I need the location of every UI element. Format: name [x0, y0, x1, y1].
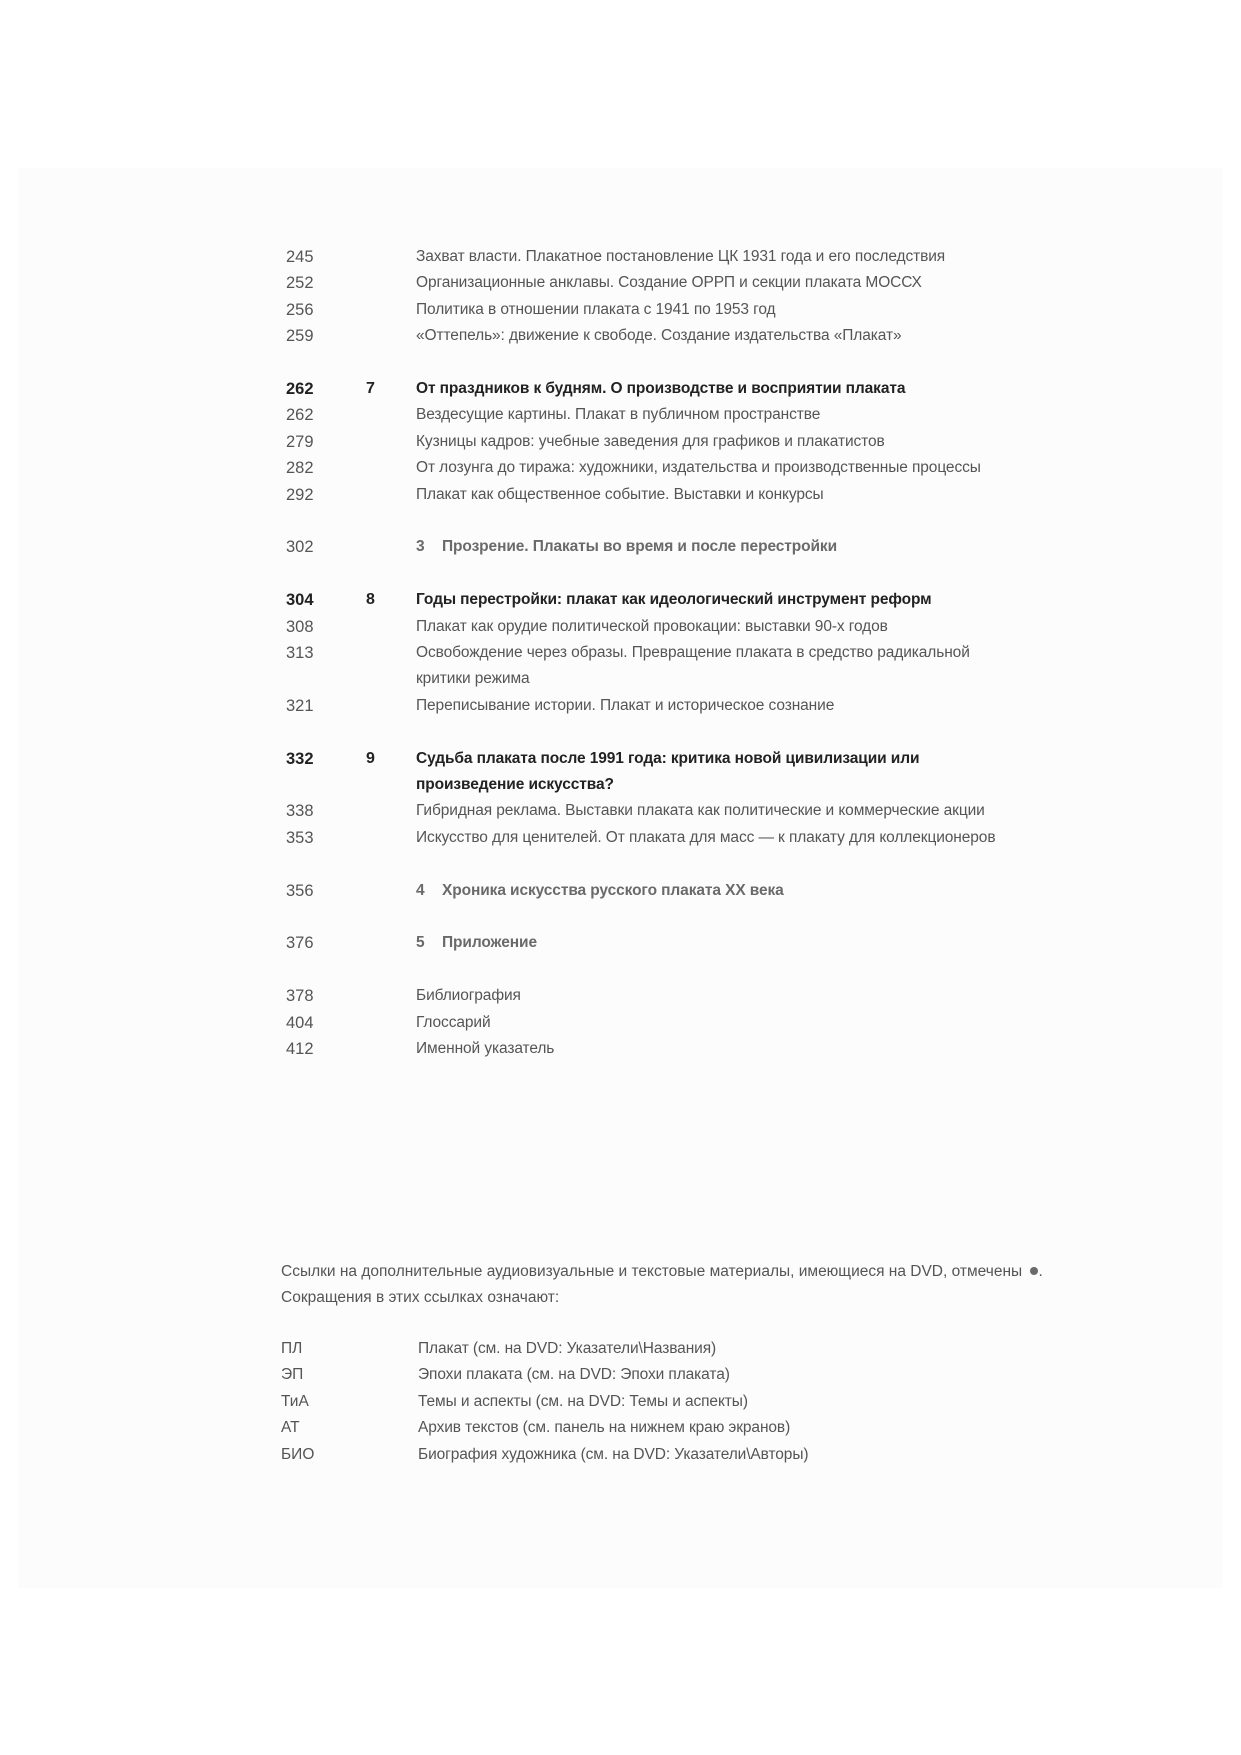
toc-chapter-8	[286, 587, 1026, 613]
toc-part-3	[286, 534, 1026, 560]
toc-entry	[286, 614, 1026, 640]
toc-page-number: 245	[286, 248, 314, 266]
toc-entry	[286, 297, 1026, 323]
toc-entry-title: Именной указатель	[416, 1040, 555, 1058]
toc-entry	[286, 640, 1026, 693]
abbreviation: ПЛ	[281, 1340, 303, 1357]
abbreviation-item	[281, 1415, 1041, 1441]
toc-page-number: 404	[286, 1013, 314, 1032]
toc-entry-title: Искусство для ценителей. От плаката для масс — к плакату для коллекционеров	[416, 828, 996, 846]
toc-page-number: 308	[286, 617, 314, 636]
toc-page-number: 292	[286, 485, 314, 504]
toc-page-number: 313	[286, 644, 314, 663]
dvd-note-text: Ссылки на дополнительные аудиовизуальные и текстовые материалы, имеющиеся на DVD, отмечены	[281, 1263, 1023, 1280]
part-title: Приложение	[442, 934, 537, 952]
toc-entry	[286, 1010, 1026, 1036]
toc-part-5	[286, 930, 1026, 956]
abbreviation-item	[281, 1362, 1041, 1388]
toc-chapter-7	[286, 376, 1026, 402]
toc-entry	[286, 455, 1026, 481]
toc-entry	[286, 429, 1026, 455]
abbreviation: АТ	[281, 1419, 300, 1437]
abbreviation-meaning: Эпохи плаката (см. на DVD: Эпохи плаката)	[418, 1366, 730, 1384]
part-title: Хроника искусства русского плаката XX века	[442, 881, 784, 899]
part-number: 5	[416, 934, 425, 952]
chapter-number: 7	[366, 380, 375, 398]
toc-page-number: 259	[286, 327, 314, 346]
toc-entry-title: Политика в отношении плаката с 1941 по 1953 год	[416, 300, 776, 318]
toc-entry-title: Плакат как орудие политической провокации: выставки 90-х годов	[416, 617, 888, 635]
toc-entry	[286, 983, 1026, 1009]
toc-entry-title: Библиография	[416, 987, 521, 1005]
toc-entry-title: Освобождение через образы. Превращение плаката в средство радикальной критики режима	[416, 644, 970, 688]
chapter-title: Судьба плаката после 1991 года: критика новой цивилизации или произведение искусства?	[416, 749, 920, 794]
toc-page-number: 304	[286, 591, 314, 610]
abbreviation-item	[281, 1336, 1041, 1362]
abbreviations-intro: Сокращения в этих ссылках означают:	[281, 1289, 560, 1307]
abbreviations-list	[281, 1336, 1041, 1468]
chapter-title: Годы перестройки: плакат как идеологический инструмент реформ	[416, 591, 932, 609]
toc-page-number: 262	[286, 406, 314, 425]
toc-part-4	[286, 878, 1026, 904]
dvd-note: Ссылки на дополнительные аудиовизуальные и текстовые материалы, имеющиеся на DVD, отмечены . Сокращения в этих ссылках означают:	[281, 1259, 1091, 1312]
toc-page-number: 378	[286, 987, 314, 1006]
toc-entry	[286, 270, 1026, 296]
toc-entry-title: Организационные анклавы. Создание ОРРП и секции плаката МОССХ	[416, 274, 922, 292]
toc-entry-title: Глоссарий	[416, 1013, 491, 1031]
toc-entry	[286, 402, 1026, 428]
abbreviation-item	[281, 1442, 1041, 1468]
toc-entry-title: Кузницы кадров: учебные заведения для графиков и плакатистов	[416, 432, 885, 450]
toc-entry	[286, 825, 1026, 851]
toc-page-number: 412	[286, 1040, 314, 1059]
toc-page-number: 356	[286, 881, 314, 900]
chapter-number: 9	[366, 749, 375, 767]
toc-chapter-9	[286, 746, 1026, 799]
toc-page-number: 302	[286, 538, 314, 557]
abbreviation: БИО	[281, 1445, 315, 1463]
abbreviation-meaning: Темы и аспекты (см. на DVD: Темы и аспекты)	[418, 1392, 748, 1410]
abbreviation-meaning: Биография художника (см. на DVD: Указатели\Авторы)	[418, 1445, 809, 1463]
chapter-number: 8	[366, 591, 375, 609]
toc-entry-title: Вездесущие картины. Плакат в публичном пространстве	[416, 406, 821, 424]
toc-entry	[286, 323, 1026, 349]
toc-page-number: 252	[286, 274, 314, 293]
abbreviation-meaning: Плакат (см. на DVD: Указатели\Названия)	[418, 1340, 717, 1357]
chapter-title: От праздников к будням. О производстве и восприятии плаката	[416, 380, 906, 398]
toc-entry	[286, 693, 1026, 719]
toc-page-number: 279	[286, 432, 314, 451]
toc-entry-title: Плакат как общественное событие. Выставки и конкурсы	[416, 485, 824, 503]
toc-page-number: 282	[286, 459, 314, 478]
toc-entry	[286, 798, 1026, 824]
toc-entry	[286, 1036, 1026, 1062]
toc-entry-title: Захват власти. Плакатное постановление ЦК 1931 года и его последствия	[416, 248, 946, 265]
part-number: 3	[416, 538, 425, 556]
abbreviation-item	[281, 1389, 1041, 1415]
table-of-contents	[286, 244, 1026, 1062]
toc-page-number: 262	[286, 380, 314, 399]
toc-page-number: 376	[286, 934, 314, 953]
toc-entry-title: Гибридная реклама. Выставки плаката как политические и коммерческие акции	[416, 802, 985, 820]
toc-entry	[286, 244, 1026, 270]
toc-page-number: 332	[286, 749, 314, 768]
toc-page-number: 353	[286, 828, 314, 847]
toc-entry	[286, 482, 1026, 508]
toc-page-number: 338	[286, 802, 314, 821]
abbreviation: ТиА	[281, 1392, 309, 1410]
abbreviation: ЭП	[281, 1366, 304, 1384]
toc-page-number: 256	[286, 300, 314, 319]
toc-entry-title: От лозунга до тиража: художники, издательства и производственные процессы	[416, 459, 981, 477]
toc-page-number: 321	[286, 696, 314, 715]
toc-entry-title: «Оттепель»: движение к свободе. Создание издательства «Плакат»	[416, 327, 902, 345]
part-title: Прозрение. Плакаты во время и после перестройки	[442, 538, 838, 556]
part-number: 4	[416, 881, 425, 899]
toc-entry-title: Переписывание истории. Плакат и историческое сознание	[416, 696, 835, 714]
abbreviation-meaning: Архив текстов (см. панель на нижнем краю экранов)	[418, 1419, 791, 1437]
